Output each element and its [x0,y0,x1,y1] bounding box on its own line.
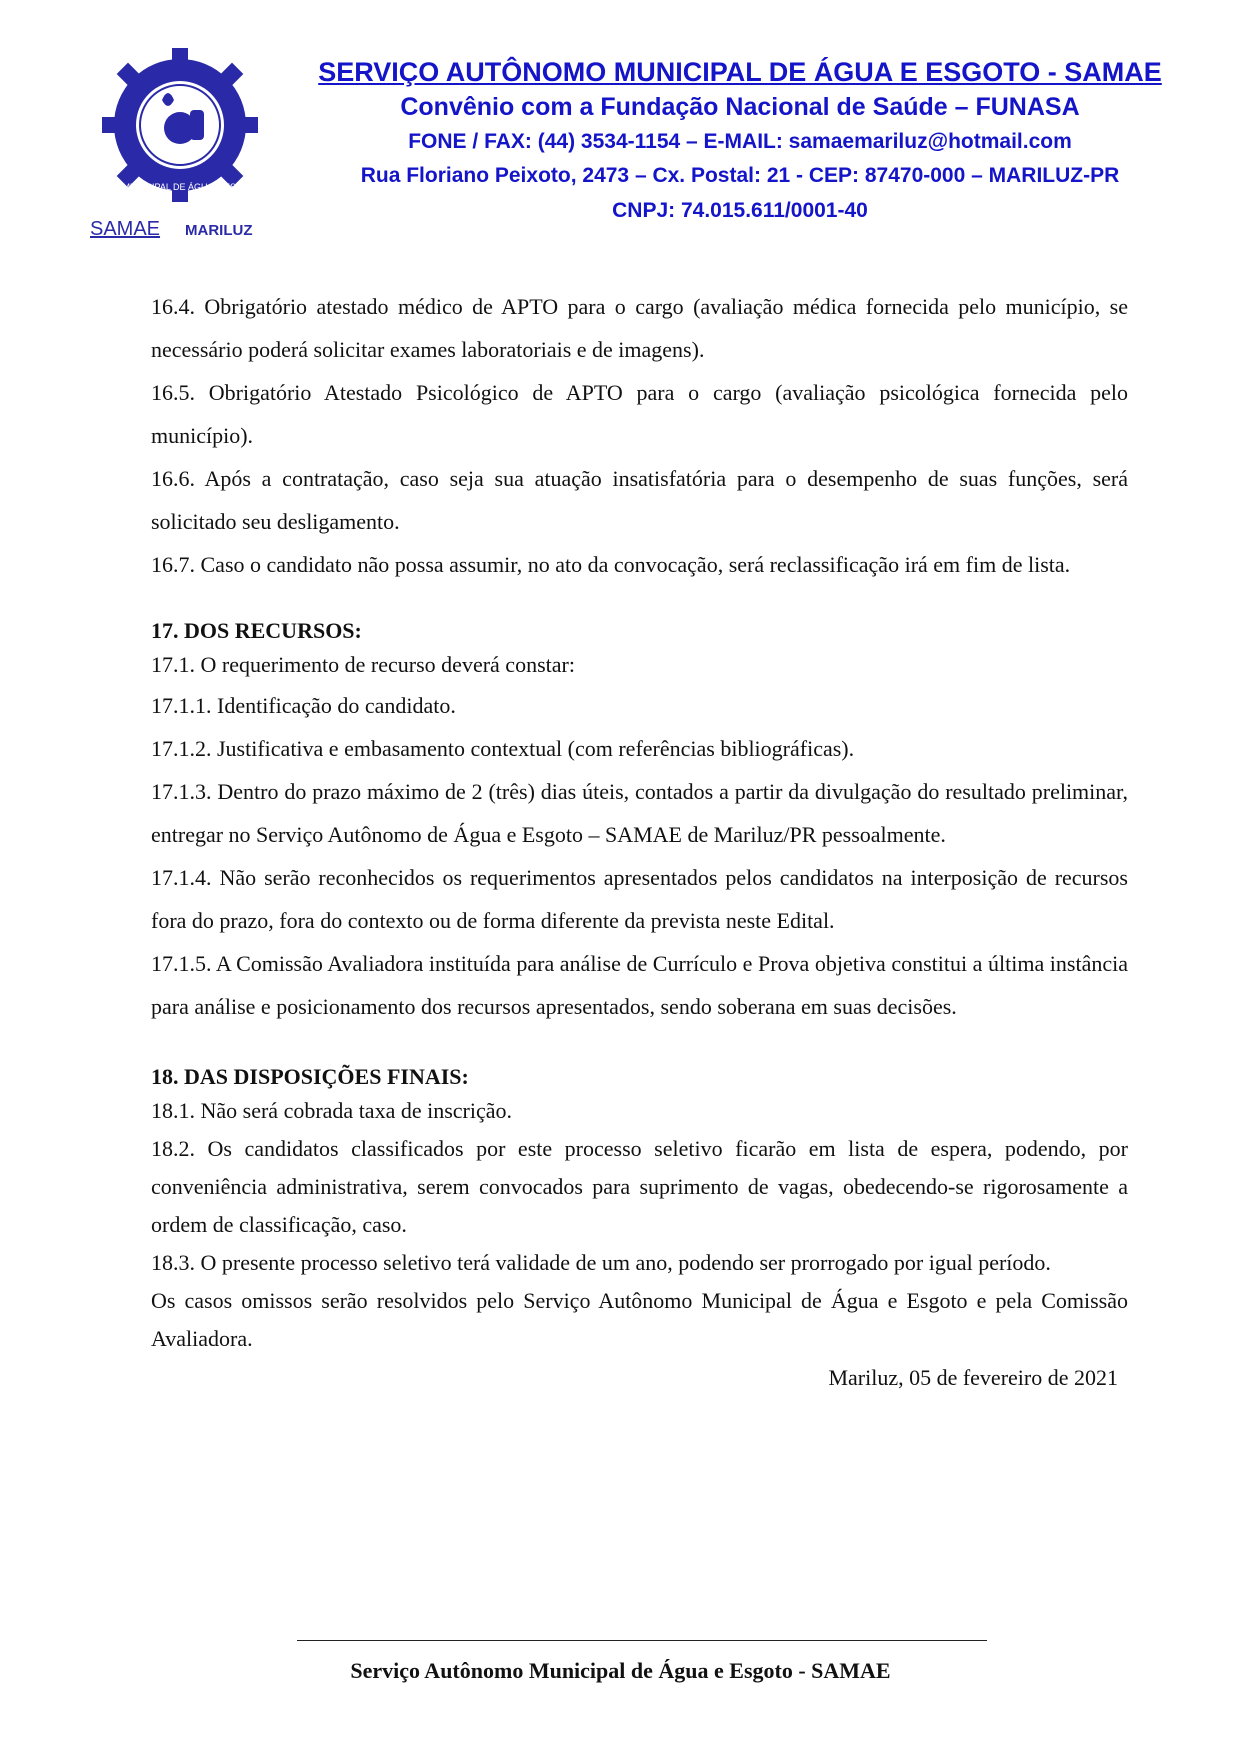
signature-date: Mariluz, 05 de fevereiro de 2021 [828,1365,1118,1390]
agreement-line: Convênio com a Fundação Nacional de Saúde – FUNASA [400,93,1080,121]
paragraph-17-1-1: 17.1.1. Identificação do candidato. [151,693,456,718]
paragraph-16-4: 16.4. Obrigatório atestado médico de APTO para o cargo (avaliação médica fornecida pelo município, se necessário poderá solicitar exames laboratoriais e de imagens). [151,294,1128,362]
paragraph-17-1-2: 17.1.2. Justificativa e embasamento contextual (com referências bibliográficas). [151,736,855,761]
paragraph-omissos: Os casos omissos serão resolvidos pelo Serviço Autônomo Municipal de Água e Esgoto e pela Comissão Avaliadora. [151,1288,1128,1351]
paragraph-17-1: 17.1. O requerimento de recurso deverá constar: [151,652,575,677]
paragraph-17-1-5: 17.1.5. A Comissão Avaliadora instituída para análise de Currículo e Prova objetiva constitui a última instância para análise e posicionamento dos recursos apresentados, sendo soberana em suas decisões. [151,951,1128,1019]
contact-line: FONE / FAX: (44) 3534-1154 – E-MAIL: samaemariluz@hotmail.com [408,130,1072,153]
document-body [151,285,1128,1398]
org-name: SERVIÇO AUTÔNOMO MUNICIPAL DE ÁGUA E ESGOTO - SAMAE [318,57,1162,87]
logo-city: MARILUZ [185,222,253,239]
samae-logo [58,40,302,240]
cnpj-line: CNPJ: 74.015.611/0001-40 [612,199,868,222]
paragraph-17-1-4: 17.1.4. Não serão reconhecidos os requerimentos apresentados pelos candidatos na interposição de recursos fora do prazo, fora do contexto ou de forma diferente da prevista neste Edital. [151,865,1128,933]
letterhead-text [280,55,1200,229]
logo-ring-text: SERVIÇO AUT. MUNICIPAL DE ÁGUA E ESGOTO - SAMAE [58,182,302,192]
logo-brand: SAMAE [90,218,161,240]
paragraph-18-2: 18.2. Os candidatos classificados por este processo seletivo ficarão em lista de espera, podendo, por conveniência administrativa, serem convocados para suprimento de vagas, obedecendo-se rigorosamente a ordem de classificação, caso. [151,1136,1128,1237]
paragraph-17-1-3: 17.1.3. Dentro do prazo máximo de 2 (três) dias úteis, contados a partir da divulgação do resultado preliminar, entregar no Serviço Autônomo de Água e Esgoto – SAMAE de Mariluz/PR pessoalmente. [151,779,1128,847]
paragraph-18-3: 18.3. O presente processo seletivo terá validade de um ano, podendo ser prorrogado por igual período. [151,1250,1051,1275]
paragraph-18-1: 18.1. Não será cobrada taxa de inscrição. [151,1098,513,1123]
paragraph-16-6: 16.6. Após a contratação, caso seja sua atuação insatisfatória para o desempenho de suas funções, será solicitado seu desligamento. [151,466,1128,534]
section-17-title: 17. DOS RECURSOS: [151,618,362,643]
signature-line [297,1640,987,1641]
address-line: Rua Floriano Peixoto, 2473 – Cx. Postal: 21 - CEP: 87470-000 – MARILUZ-PR [360,164,1120,187]
letterhead [0,0,1241,250]
signature-name: Serviço Autônomo Municipal de Água e Esgoto - SAMAE [350,1658,891,1683]
paragraph-16-5: 16.5. Obrigatório Atestado Psicológico de APTO para o cargo (avaliação psicológica fornecida pelo município). [151,380,1128,448]
section-18-title: 18. DAS DISPOSIÇÕES FINAIS: [151,1064,469,1089]
paragraph-16-7: 16.7. Caso o candidato não possa assumir, no ato da convocação, será reclassificação irá em fim de lista. [151,552,1071,577]
